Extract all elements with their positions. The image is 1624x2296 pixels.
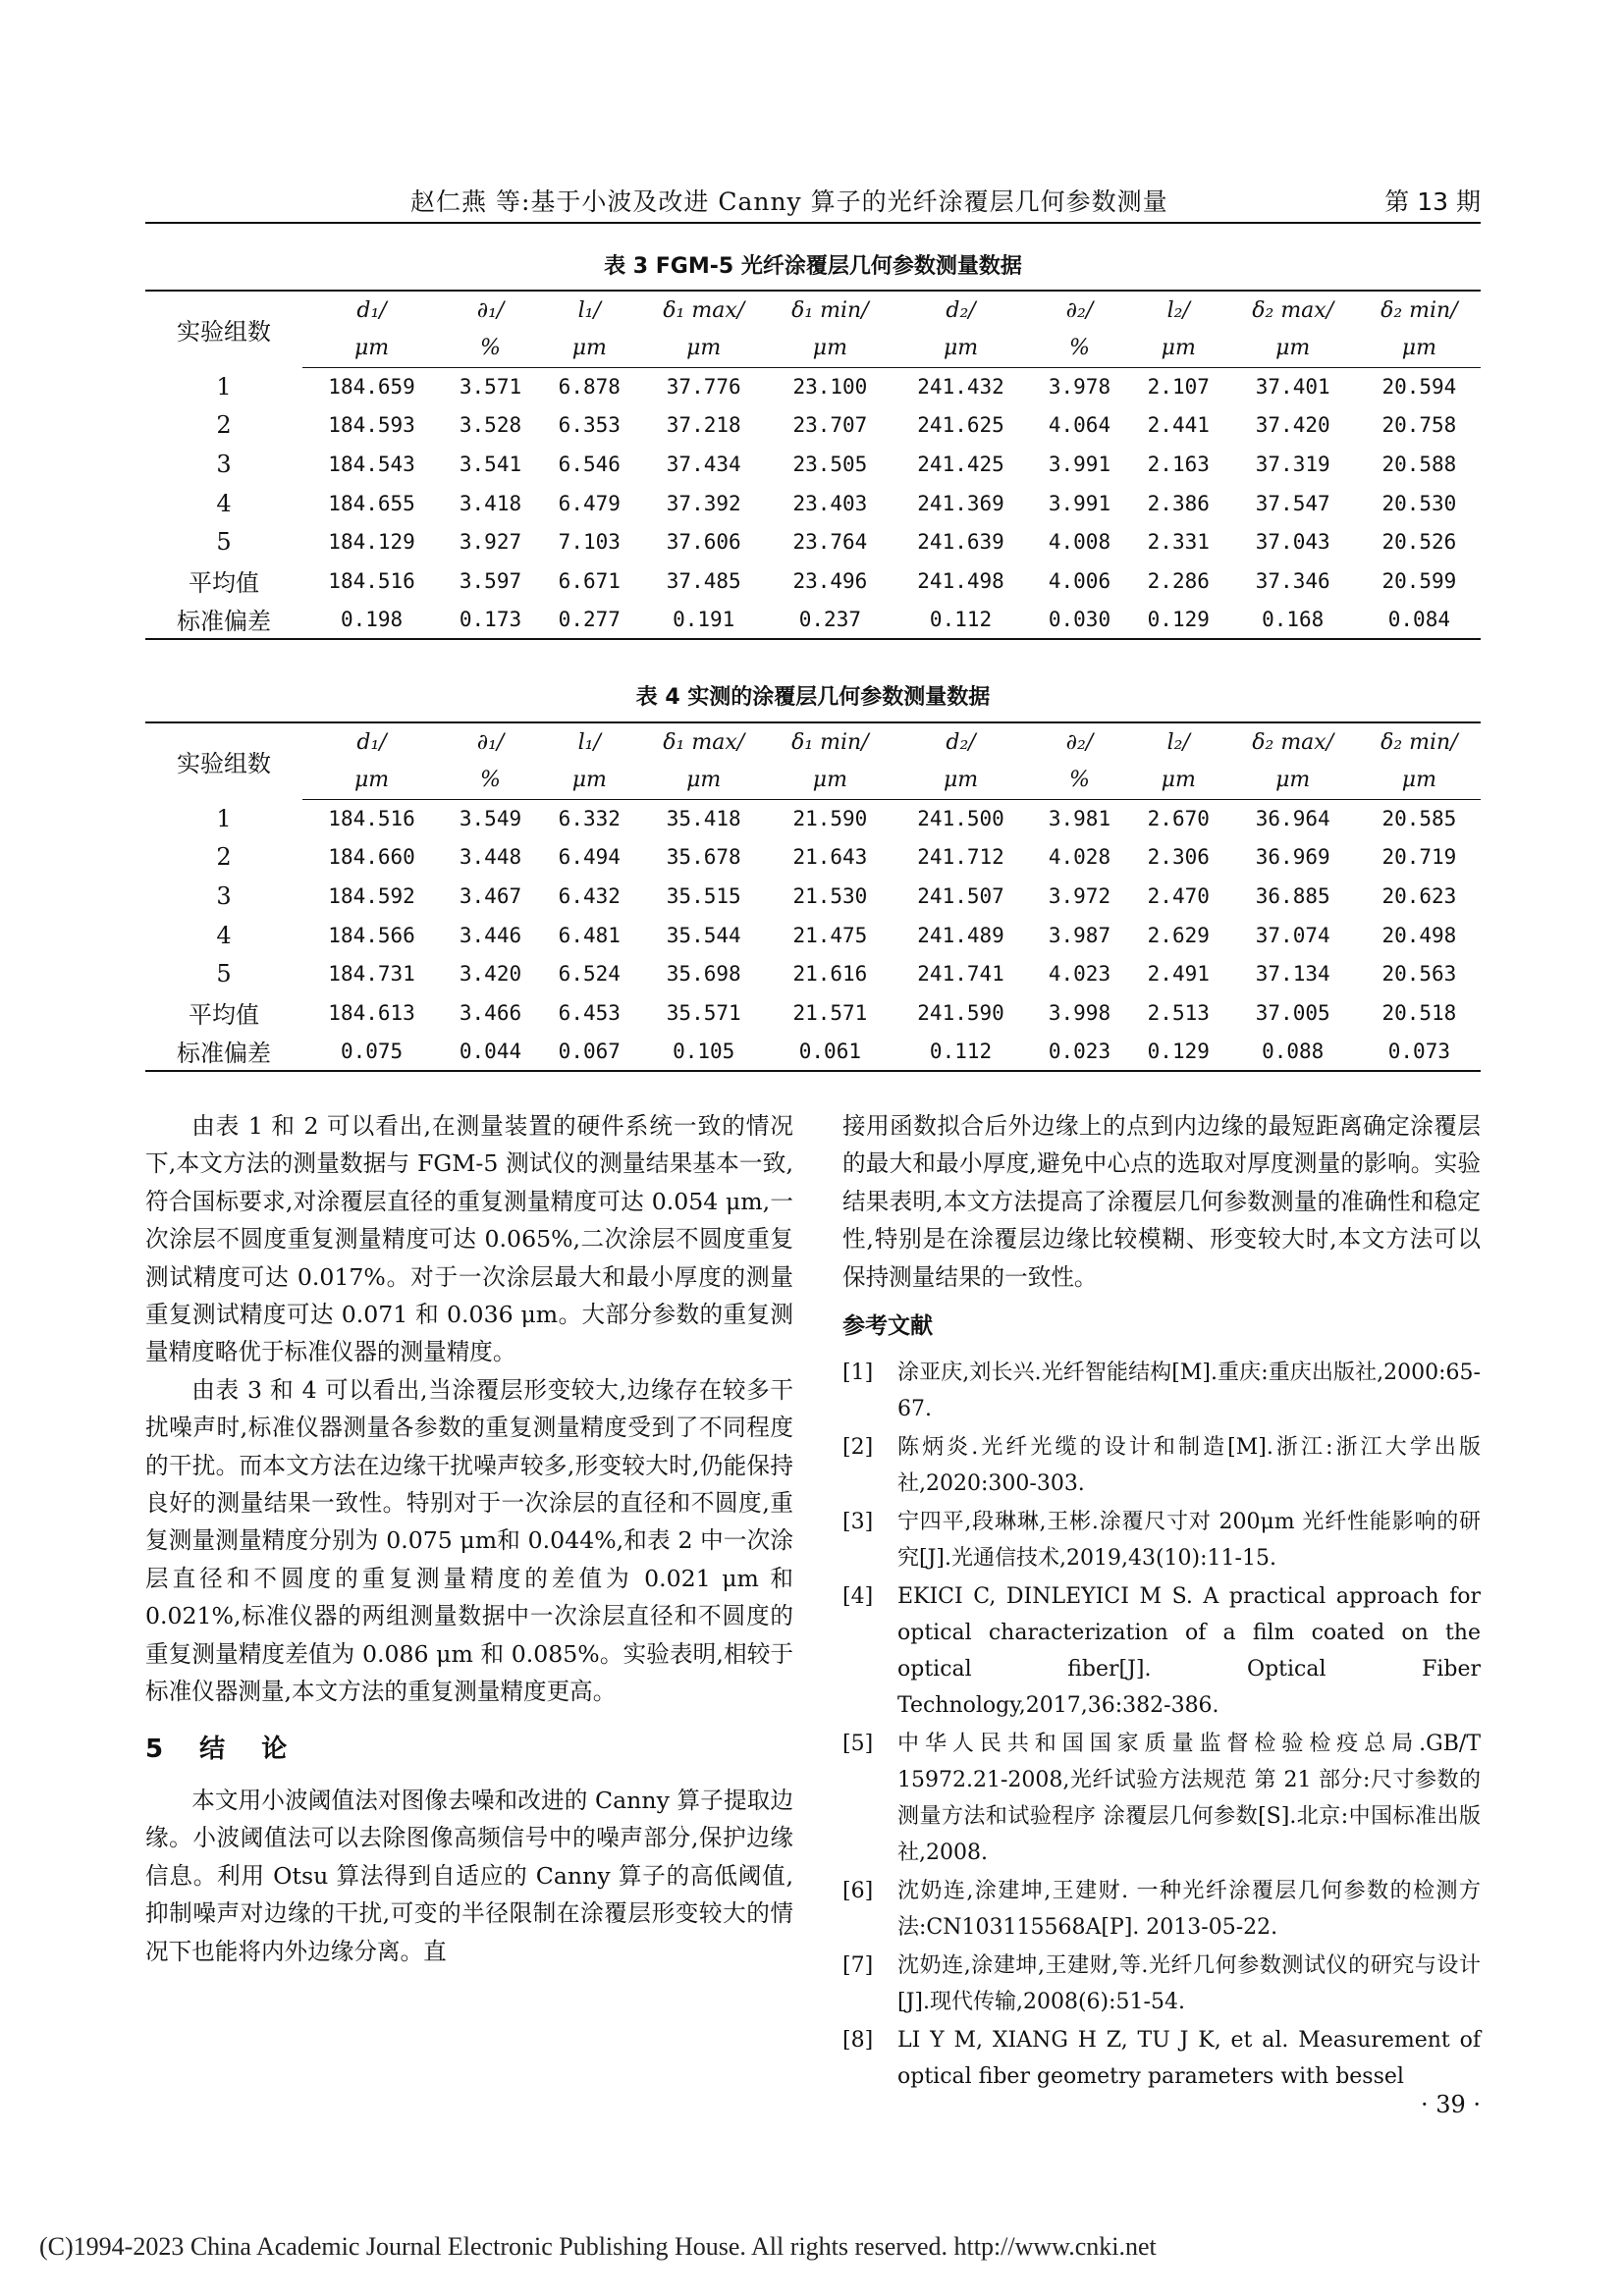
table-cell: 3.991 [1048,491,1111,515]
table-cell: 35.418 [666,807,741,831]
reference-item [842,1726,1481,1871]
table-cell: 6.479 [558,491,621,515]
table-cell: 35.515 [666,883,741,908]
reference-item [842,2022,1481,2095]
table4-col-unit: % [1030,761,1129,799]
table4-caption: 表 4 实测的涂覆层几何参数测量数据 [635,685,991,710]
table-cell: 241.425 [917,452,1004,476]
row-label: 4 [216,921,232,949]
table-row [145,601,1481,640]
table-cell: 241.507 [917,883,1004,908]
table-cell: 37.547 [1255,491,1330,515]
table-row [145,406,1481,446]
reference-number: [4] [842,1584,874,1610]
table-cell: 6.671 [558,568,621,593]
table-cell: 4.023 [1048,962,1111,987]
table-cell: 20.588 [1381,452,1457,476]
table-cell: 3.597 [459,568,522,593]
table-cell: 241.369 [917,491,1004,515]
table-cell: 3.991 [1048,452,1111,476]
reference-item [842,1948,1481,2020]
body-paragraph: 由表 3 和 4 可以看出,当涂覆层形变较大,边缘存在较多干扰噪声时,标准仪器测量各参数的重复测量精度受到了不同程度的干扰。而本文方法在边缘干扰噪声较多,形变较大时,仍能保持良好的测量结果一致性。特别对于一次涂层的直径和不圆度,重复测量测量精度分别为 0.075 μm和 0.044%,和表 2 中一次涂层直径和不圆度的重复测量精度的差值为 0.021 μm 和 0.021%,标准仪器的两组测量数据中一次涂层直径和不圆度的重复测量精度差值为 0.086 μm 和 0.085%。实验表明,相较于标准仪器测量,本文方法的重复测量精度更高。 [145,1375,793,1706]
table-cell: 6.432 [558,883,621,908]
table-cell: 2.441 [1147,413,1210,438]
table-cell: 37.392 [666,491,741,515]
table-cell: 184.566 [328,923,415,947]
table4-col-sym: ∂₁/ [441,722,540,761]
table-cell: 20.530 [1381,491,1457,515]
row-label: 标准偏差 [145,1033,302,1072]
table-cell: 2.286 [1147,568,1210,593]
row-label: 2 [216,843,232,872]
table-row [145,838,1481,878]
table-cell: 21.590 [792,807,868,831]
table3-col-unit: μm [769,329,892,367]
table-cell: 37.401 [1255,375,1330,400]
table-cell: 3.466 [459,1000,522,1025]
table4-col-sym: δ₂ min/ [1358,722,1481,761]
table-cell: 2.107 [1147,375,1210,400]
table4-col-unit: μm [769,761,892,799]
table-cell: 0.112 [892,1033,1030,1072]
table-cell: 37.346 [1255,568,1330,593]
reference-item [842,1578,1481,1724]
table-cell: 20.623 [1381,883,1457,908]
reference-text: 陈炳炎.光纤光缆的设计和制造[M].浙江:浙江大学出版社,2020:300-303. [897,1435,1481,1497]
table-row [145,993,1481,1033]
reference-number: [2] [842,1435,874,1461]
row-label: 2 [216,411,232,440]
table-cell: 2.306 [1147,845,1210,870]
table-cell: 23.707 [792,413,868,438]
table-cell: 23.764 [792,530,868,555]
table-cell: 0.073 [1358,1033,1481,1072]
table-cell: 3.541 [459,452,522,476]
header-issue: 第 13 期 [1384,187,1481,216]
table-cell: 241.489 [917,923,1004,947]
table4 [145,721,1481,1072]
reference-number: [6] [842,1879,874,1904]
reference-text: 涂亚庆,刘长兴.光纤智能结构[M].重庆:重庆出版社,2000:65-67. [897,1361,1481,1422]
table-cell: 2.491 [1147,962,1210,987]
table-cell: 184.659 [328,375,415,400]
table-cell: 20.599 [1381,568,1457,593]
table4-col-sym: δ₂ max/ [1228,722,1358,761]
reference-text: 沈奶连,涂建坤,王建财,等.光纤几何参数测试仪的研究与设计[J].现代传输,2008(6):51-54. [897,1953,1481,2015]
table3-col-sym: δ₂ min/ [1358,291,1481,329]
running-header [145,183,1481,222]
table3-col-unit: μm [540,329,639,367]
references-heading: 参考文献 [842,1313,933,1340]
table-cell: 3.987 [1048,923,1111,947]
row-label: 标准偏差 [145,601,302,640]
table-cell: 0.277 [540,601,639,640]
table-cell: 6.878 [558,375,621,400]
table-cell: 4.008 [1048,530,1111,555]
table-cell: 6.524 [558,962,621,987]
table3-col-sym: l₁/ [540,291,639,329]
table3-col-unit: μm [1129,329,1228,367]
table-cell: 36.885 [1255,883,1330,908]
table-cell: 184.516 [328,568,415,593]
table3-col-sym: ∂₂/ [1030,291,1129,329]
table-cell: 20.594 [1381,375,1457,400]
table-cell: 6.481 [558,923,621,947]
table3-col-sym: δ₁ max/ [639,291,769,329]
table3-col-sym: δ₂ max/ [1228,291,1358,329]
table3-col-unit: μm [1228,329,1358,367]
table3-col-sym: l₂/ [1129,291,1228,329]
table4-col-unit: μm [540,761,639,799]
copyright-footer: (C)1994-2023 China Academic Journal Electronic Publishing House. All rights reserved. http://www.cnki.net [39,2232,1157,2261]
table-cell: 23.505 [792,452,868,476]
table-row [145,561,1481,601]
reference-number: [5] [842,1732,874,1757]
table-cell: 35.678 [666,845,741,870]
reference-item [842,1429,1481,1502]
table3-col-unit: % [441,329,540,367]
table-cell: 37.776 [666,375,741,400]
table-cell: 3.528 [459,413,522,438]
table-cell: 241.590 [917,1000,1004,1025]
table-cell: 0.112 [892,601,1030,640]
table-cell: 21.475 [792,923,868,947]
table3-col-unit: μm [302,329,441,367]
table-cell: 4.006 [1048,568,1111,593]
table-cell: 184.129 [328,530,415,555]
table-cell: 2.629 [1147,923,1210,947]
table-cell: 241.741 [917,962,1004,987]
table3-col-unit: μm [1358,329,1481,367]
table-cell: 23.100 [792,375,868,400]
table4-col-unit: μm [1228,761,1358,799]
table-cell: 3.978 [1048,375,1111,400]
row-label: 4 [216,489,232,517]
table-cell: 3.549 [459,807,522,831]
row-label: 平均值 [189,1001,259,1030]
table-cell: 3.981 [1048,807,1111,831]
table-row [145,484,1481,523]
table-cell: 0.044 [441,1033,540,1072]
table4-col-sym: δ₁ min/ [769,722,892,761]
table-cell: 0.173 [441,601,540,640]
table-row [145,445,1481,484]
table-cell: 184.592 [328,883,415,908]
table-cell: 3.467 [459,883,522,908]
table3-row-header: 实验组数 [145,291,302,367]
table4-col-unit: μm [1358,761,1481,799]
table-cell: 184.543 [328,452,415,476]
table-cell: 0.168 [1228,601,1358,640]
table-cell: 6.546 [558,452,621,476]
table4-col-unit: μm [892,761,1030,799]
table-cell: 241.500 [917,807,1004,831]
reference-number: [7] [842,1953,874,1979]
table-cell: 6.332 [558,807,621,831]
table-cell: 37.485 [666,568,741,593]
body-paragraph: 由表 1 和 2 可以看出,在测量装置的硬件系统一致的情况下,本文方法的测量数据与 FGM-5 测试仪的测量结果基本一致,符合国标要求,对涂覆层直径的重复测量精度可达 0.054 μm,一次涂层不圆度重复测量精度可达 0.065%,二次涂层不圆度重复测试精度可达 0.017%。对于一次涂层最大和最小厚度的测量重复测试精度可达 0.071 和 0.036 μm。大部分参数的重复测量精度略优于标准仪器的测量精度。 [145,1112,793,1366]
table-cell: 0.129 [1129,1033,1228,1072]
table-cell: 20.719 [1381,845,1457,870]
table-cell: 36.964 [1255,807,1330,831]
table-cell: 21.616 [792,962,868,987]
table3-col-sym: ∂₁/ [441,291,540,329]
table-cell: 0.023 [1030,1033,1129,1072]
row-label: 5 [216,960,232,988]
table-cell: 2.386 [1147,491,1210,515]
table4-col-sym: δ₁ max/ [639,722,769,761]
reference-item [842,1873,1481,1946]
reference-text: 中华人民共和国国家质量监督检验检疫总局.GB/T 15972.21-2008,光纤试验方法规范 第 21 部分:尺寸参数的测量方法和试验程序 涂覆层几何参数[S].北京:中国标准出版社,2008. [897,1732,1481,1866]
table-cell: 6.494 [558,845,621,870]
row-label: 5 [216,528,232,557]
table3-col-sym: δ₁ min/ [769,291,892,329]
table-row [145,367,1481,406]
reference-text: LI Y M, XIANG H Z, TU J K, et al. Measurement of optical fiber geometry parameters with bessel [897,2028,1481,2090]
table-cell: 21.571 [792,1000,868,1025]
row-label: 3 [216,450,232,478]
table4-col-sym: l₁/ [540,722,639,761]
table-cell: 0.075 [302,1033,441,1072]
table-cell: 0.129 [1129,601,1228,640]
table-cell: 37.434 [666,452,741,476]
table-cell: 23.496 [792,568,868,593]
table-cell: 0.198 [302,601,441,640]
body-paragraph: 接用函数拟合后外边缘上的点到内边缘的最短距离确定涂覆层的最大和最小厚度,避免中心点的选取对厚度测量的影响。实验结果表明,本文方法提高了涂覆层几何参数测量的准确性和稳定性,特别是在涂覆层边缘比较模糊、形变较大时,本文方法可以保持测量结果的一致性。 [842,1112,1481,1291]
table-cell: 241.639 [917,530,1004,555]
reference-item [842,1504,1481,1576]
row-label: 平均值 [189,569,259,598]
table-cell: 20.758 [1381,413,1457,438]
section-heading: 5 结 论 [145,1734,301,1764]
table-cell: 21.643 [792,845,868,870]
table4-col-unit: % [441,761,540,799]
table-cell: 37.319 [1255,452,1330,476]
table-cell: 20.498 [1381,923,1457,947]
reference-list [842,1355,1481,2095]
table-cell: 0.105 [639,1033,769,1072]
table-cell: 184.593 [328,413,415,438]
table-cell: 184.613 [328,1000,415,1025]
table-cell: 37.005 [1255,1000,1330,1025]
table-cell: 184.655 [328,491,415,515]
table-cell: 0.067 [540,1033,639,1072]
table-row [145,522,1481,561]
table-cell: 3.446 [459,923,522,947]
table3-col-unit: % [1030,329,1129,367]
table-cell: 20.526 [1381,530,1457,555]
table-cell: 23.403 [792,491,868,515]
table-cell: 20.563 [1381,962,1457,987]
table-cell: 241.432 [917,375,1004,400]
table-row [145,799,1481,838]
table-cell: 3.420 [459,962,522,987]
table-cell: 2.331 [1147,530,1210,555]
table-cell: 4.064 [1048,413,1111,438]
table4-col-sym: d₁/ [302,722,441,761]
table-cell: 20.585 [1381,807,1457,831]
table-cell: 37.134 [1255,962,1330,987]
table-cell: 2.163 [1147,452,1210,476]
table-cell: 241.498 [917,568,1004,593]
table-cell: 3.998 [1048,1000,1111,1025]
table3-col-sym: d₂/ [892,291,1030,329]
table-cell: 184.516 [328,807,415,831]
left-column [145,1107,793,1970]
table-cell: 35.698 [666,962,741,987]
table-cell: 7.103 [558,530,621,555]
table-cell: 37.074 [1255,923,1330,947]
reference-text: 沈奶连,涂建坤,王建财. 一种光纤涂覆层几何参数的检测方法:CN103115568A[P]. 2013-05-22. [897,1879,1481,1941]
table-cell: 36.969 [1255,845,1330,870]
reference-number: [1] [842,1361,874,1386]
table-cell: 4.028 [1048,845,1111,870]
table-cell: 6.453 [558,1000,621,1025]
table4-row-header: 实验组数 [145,722,302,799]
table-row [145,1033,1481,1072]
table-row [145,916,1481,955]
table-cell: 3.927 [459,530,522,555]
table-cell: 21.530 [792,883,868,908]
header-rule [145,222,1481,224]
table-cell: 0.191 [639,601,769,640]
table-cell: 3.418 [459,491,522,515]
table-cell: 20.518 [1381,1000,1457,1025]
table3-caption: 表 3 FGM-5 光纤涂覆层几何参数测量数据 [604,254,1022,279]
body-paragraph: 本文用小波阈值法对图像去噪和改进的 Canny 算子提取边缘。小波阈值法可以去除图像高频信号中的噪声部分,保护边缘信息。利用 Otsu 算法得到自适应的 Canny 算子的高低阈值,抑制噪声对边缘的干扰,可变的半径限制在涂覆层形变较大的情况下也能将内外边缘分离。直 [145,1786,793,1965]
table-cell: 0.030 [1030,601,1129,640]
table3-col-unit: μm [639,329,769,367]
table-cell: 35.571 [666,1000,741,1025]
table-cell: 3.972 [1048,883,1111,908]
table3 [145,290,1481,640]
table-cell: 0.237 [769,601,892,640]
table4-col-unit: μm [639,761,769,799]
table4-col-unit: μm [302,761,441,799]
table-cell: 184.660 [328,845,415,870]
table4-col-sym: ∂₂/ [1030,722,1129,761]
table-cell: 184.731 [328,962,415,987]
table-cell: 241.712 [917,845,1004,870]
row-label: 1 [216,804,232,832]
table-cell: 37.043 [1255,530,1330,555]
table-cell: 0.088 [1228,1033,1358,1072]
table-cell: 37.420 [1255,413,1330,438]
table-cell: 3.571 [459,375,522,400]
right-column [842,1107,1481,2097]
table4-col-sym: d₂/ [892,722,1030,761]
table4-col-sym: l₂/ [1129,722,1228,761]
table-cell: 241.625 [917,413,1004,438]
header-title: 赵仁燕 等:基于小波及改进 Canny 算子的光纤涂覆层几何参数测量 [410,187,1168,216]
table-cell: 35.544 [666,923,741,947]
table-row [145,877,1481,916]
row-label: 1 [216,372,232,400]
table-row [145,954,1481,993]
reference-text: EKICI C, DINLEYICI M S. A practical approach for optical characterization of a film coated on the optical fiber[J]. Optical Fiber Technology,2017,36:382-386. [897,1584,1481,1719]
table-cell: 6.353 [558,413,621,438]
row-label: 3 [216,881,232,910]
table-cell: 3.448 [459,845,522,870]
reference-text: 宁四平,段琳琳,王彬.涂覆尺寸对 200μm 光纤性能影响的研究[J].光通信技术,2019,43(10):11-15. [897,1510,1481,1572]
reference-number: [8] [842,2028,874,2054]
table-cell: 37.606 [666,530,741,555]
table-cell: 0.061 [769,1033,892,1072]
reference-number: [3] [842,1510,874,1535]
table-cell: 2.470 [1147,883,1210,908]
table-cell: 2.670 [1147,807,1210,831]
table-cell: 37.218 [666,413,741,438]
table3-col-unit: μm [892,329,1030,367]
table4-col-unit: μm [1129,761,1228,799]
table-cell: 0.084 [1358,601,1481,640]
table-cell: 2.513 [1147,1000,1210,1025]
page-number: · 39 · [1420,2091,1481,2118]
table3-col-sym: d₁/ [302,291,441,329]
reference-item [842,1355,1481,1427]
